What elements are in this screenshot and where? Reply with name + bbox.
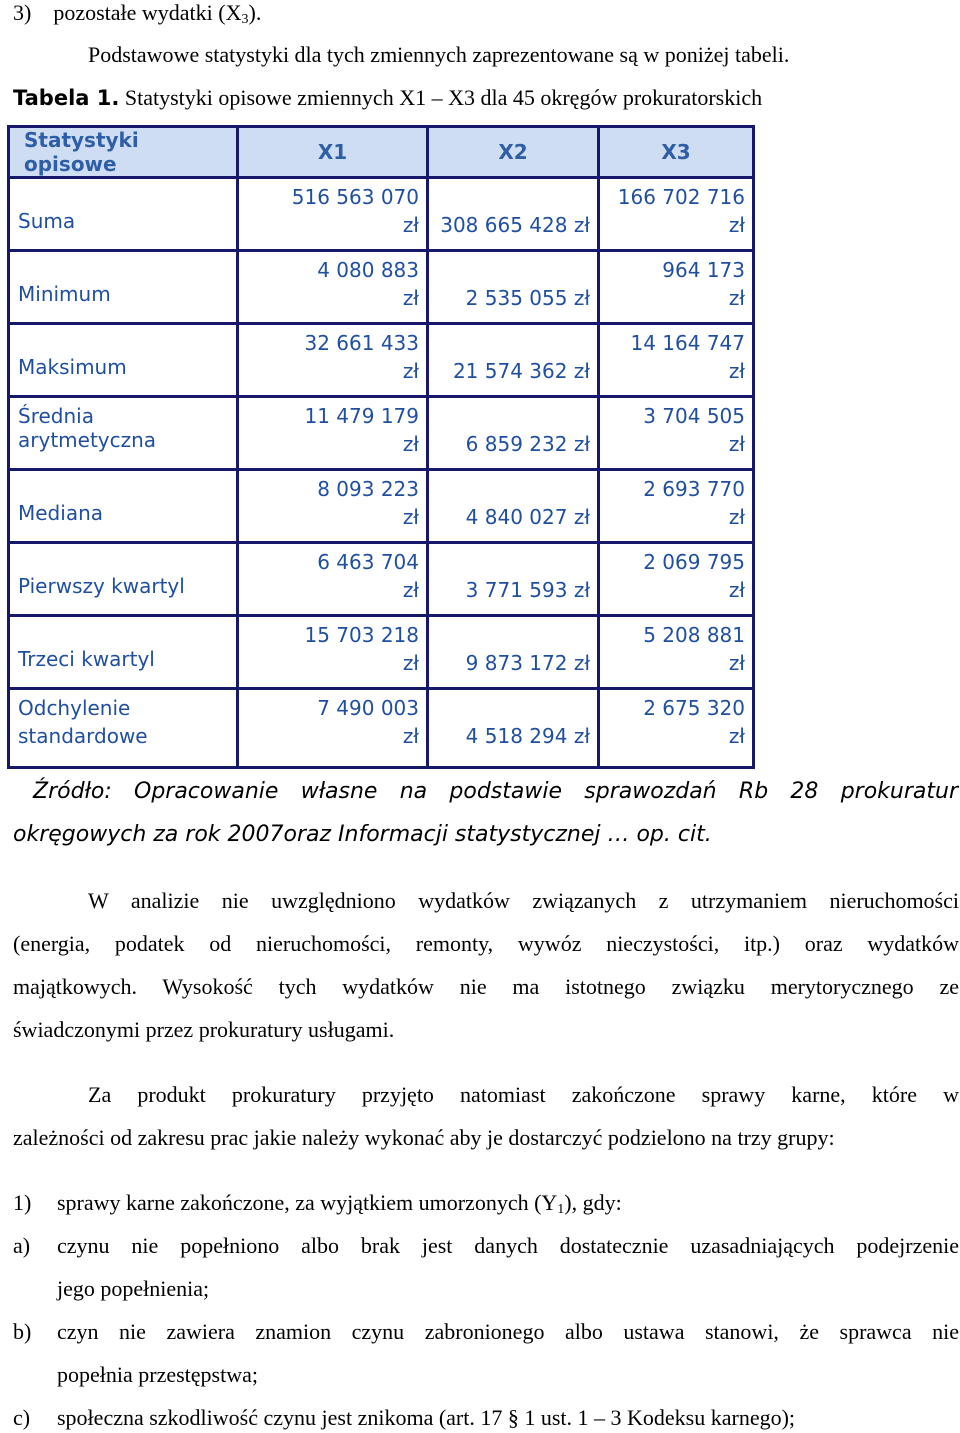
row-label-cell xyxy=(9,324,238,397)
paragraph-1-line-4: świadczonymi przez prokuratury usługami. xyxy=(13,1017,395,1042)
source-line-1: Źródło: Opracowanie własne na podstawie sprawozdań Rb 28 prokuratur xyxy=(33,779,958,804)
list-item-1-number: 1) xyxy=(13,1190,32,1215)
x3-currency: zł xyxy=(728,724,745,748)
x1-cell xyxy=(238,616,428,689)
row-label-cell xyxy=(9,616,238,689)
x3-amount: 166 702 716 xyxy=(617,185,745,209)
x3-currency: zł xyxy=(728,651,745,675)
list-item-b-number: b) xyxy=(13,1319,32,1344)
paragraph-2-line-2: zależności od zakresu prac jakie należy wykonać aby je dostarczyć podzielono na trzy grupy: xyxy=(13,1125,835,1150)
table-caption xyxy=(13,87,762,109)
list-item-c-number: c) xyxy=(13,1405,31,1430)
x1-amount: 516 563 070 xyxy=(291,185,419,209)
statistics-table xyxy=(7,125,755,769)
x2-amount: 4 840 027 zł xyxy=(465,505,590,529)
x1-amount: 6 463 704 xyxy=(317,550,419,574)
x2-amount: 6 859 232 zł xyxy=(465,432,590,456)
paragraph-1-line-3: majątkowych. Wysokość tych wydatków nie ma istotnego związku merytorycznego ze xyxy=(13,974,959,999)
x3-currency: zł xyxy=(728,578,745,602)
x3-amount: 5 208 881 xyxy=(643,623,745,647)
paragraph-1-line-2: (energia, podatek od nieruchomości, remonty, wywóz nieczystości, itp.) oraz wydatków xyxy=(13,931,959,956)
row-label-cell xyxy=(9,251,238,324)
table-row xyxy=(9,324,754,397)
x1-currency: zł xyxy=(402,286,419,310)
table-row xyxy=(9,178,754,251)
x1-currency: zł xyxy=(402,651,419,675)
row-label-cell xyxy=(9,397,238,470)
x2-cell xyxy=(428,470,599,543)
x1-amount: 15 703 218 xyxy=(304,623,419,647)
x1-cell xyxy=(238,470,428,543)
list-item-a-line-2: jego popełnienia; xyxy=(57,1276,210,1301)
x2-amount: 21 574 362 zł xyxy=(452,359,590,383)
header-cell: X2 xyxy=(428,127,599,178)
table-row xyxy=(9,543,754,616)
x1-amount: 4 080 883 xyxy=(317,258,419,282)
source-line-2: okręgowych za rok 2007oraz Informacji statystycznej … op. cit. xyxy=(13,822,712,847)
x2-amount: 9 873 172 zł xyxy=(465,651,590,675)
x3-amount: 2 675 320 xyxy=(643,696,745,720)
row-label: Trzeci kwartyl xyxy=(18,647,155,671)
x3-cell xyxy=(599,251,754,324)
x1-cell xyxy=(238,251,428,324)
x2-cell xyxy=(428,178,599,251)
x3-currency: zł xyxy=(728,359,745,383)
list-item-1: sprawy karne zakończone, za wyjątkiem umorzonych $(Y_1)$, gdy: xyxy=(57,1190,622,1217)
row-label: Odchylenie standardowe xyxy=(18,696,148,748)
table-row xyxy=(9,397,754,470)
x2-amount: 4 518 294 zł xyxy=(465,724,590,748)
paragraph-2-line-1: Za produkt prokuratury przyjęto natomiast zakończone sprawy karne, które w xyxy=(88,1082,959,1107)
x2-cell xyxy=(428,251,599,324)
x3-amount: 2 693 770 xyxy=(643,477,745,501)
x2-cell xyxy=(428,324,599,397)
x1-currency: zł xyxy=(402,578,419,602)
x2-cell xyxy=(428,397,599,470)
x1-currency: zł xyxy=(402,359,419,383)
x1-currency: zł xyxy=(402,505,419,529)
row-label: Maksimum xyxy=(18,355,127,379)
x1-cell xyxy=(238,178,428,251)
list-item-a-number: a) xyxy=(13,1233,31,1258)
x1-amount: 7 490 003 xyxy=(317,696,419,720)
list-item-b-line-1: czyn nie zawiera znamion czynu zabronionego albo ustawa stanowi, że sprawca nie xyxy=(57,1319,959,1344)
row-label: Suma xyxy=(18,209,76,233)
x1-amount: 32 661 433 xyxy=(304,331,419,355)
table-row xyxy=(9,251,754,324)
row-label-cell xyxy=(9,470,238,543)
x2-amount: 3 771 593 zł xyxy=(465,578,590,602)
row-label: Mediana xyxy=(18,501,103,525)
header-cell: X3 xyxy=(599,127,754,178)
row-label: Pierwszy kwartyl xyxy=(18,574,185,598)
caption-text: Statystyki opisowe zmiennych X1 – X3 dla 45 okręgów prokuratorskich xyxy=(119,85,763,110)
paragraph-1-line-1: W analizie nie uwzględniono wydatków związanych z utrzymaniem nieruchomości xyxy=(88,888,959,913)
x3-cell xyxy=(599,470,754,543)
x3-amount: 2 069 795 xyxy=(643,550,745,574)
x1-currency: zł xyxy=(402,432,419,456)
row-label-cell xyxy=(9,689,238,768)
x3-amount: 14 164 747 xyxy=(630,331,745,355)
header-cell: Statystyki opisowe xyxy=(9,127,238,178)
x2-cell xyxy=(428,689,599,768)
x2-amount: 308 665 428 zł xyxy=(440,213,590,237)
x3-currency: zł xyxy=(728,286,745,310)
x3-currency: zł xyxy=(728,432,745,456)
list-item-b-line-2: popełnia przestępstwa; xyxy=(57,1362,258,1387)
list-item-3: 3) pozostałe wydatki $(X_3)$. xyxy=(13,0,262,27)
x3-currency: zł xyxy=(728,213,745,237)
row-label: Minimum xyxy=(18,282,111,306)
x3-cell xyxy=(599,178,754,251)
x3-cell xyxy=(599,324,754,397)
table-header-row xyxy=(9,127,754,178)
row-label: Średnia arytmetyczna xyxy=(18,404,157,452)
x1-cell xyxy=(238,689,428,768)
x3-amount: 3 704 505 xyxy=(643,404,745,428)
x1-currency: zł xyxy=(402,724,419,748)
table-row xyxy=(9,470,754,543)
x2-cell xyxy=(428,543,599,616)
x1-cell xyxy=(238,324,428,397)
x3-cell xyxy=(599,616,754,689)
x1-cell xyxy=(238,397,428,470)
table-row xyxy=(9,616,754,689)
row-label-cell xyxy=(9,178,238,251)
intro-text: Podstawowe statystyki dla tych zmiennych zaprezentowane są w poniżej tabeli. xyxy=(88,42,790,67)
x1-cell xyxy=(238,543,428,616)
x1-amount: 8 093 223 xyxy=(317,477,419,501)
table-row xyxy=(9,689,754,768)
header-cell: X1 xyxy=(238,127,428,178)
x3-cell xyxy=(599,689,754,768)
list-item-a-line-1: czynu nie popełniono albo brak jest danych dostatecznie uzasadniających podejrzenie xyxy=(57,1233,959,1258)
x3-cell xyxy=(599,543,754,616)
x3-amount: 964 173 xyxy=(662,258,745,282)
x3-cell xyxy=(599,397,754,470)
x1-amount: 11 479 179 xyxy=(304,404,419,428)
x2-cell xyxy=(428,616,599,689)
x3-currency: zł xyxy=(728,505,745,529)
caption-label: Tabela 1. xyxy=(13,86,120,110)
list-item-c: społeczna szkodliwość czynu jest znikoma (art. 17 § 1 ust. 1 – 3 Kodeksu karnego); xyxy=(57,1405,796,1430)
x1-currency: zł xyxy=(402,213,419,237)
x2-amount: 2 535 055 zł xyxy=(465,286,590,310)
row-label-cell xyxy=(9,543,238,616)
